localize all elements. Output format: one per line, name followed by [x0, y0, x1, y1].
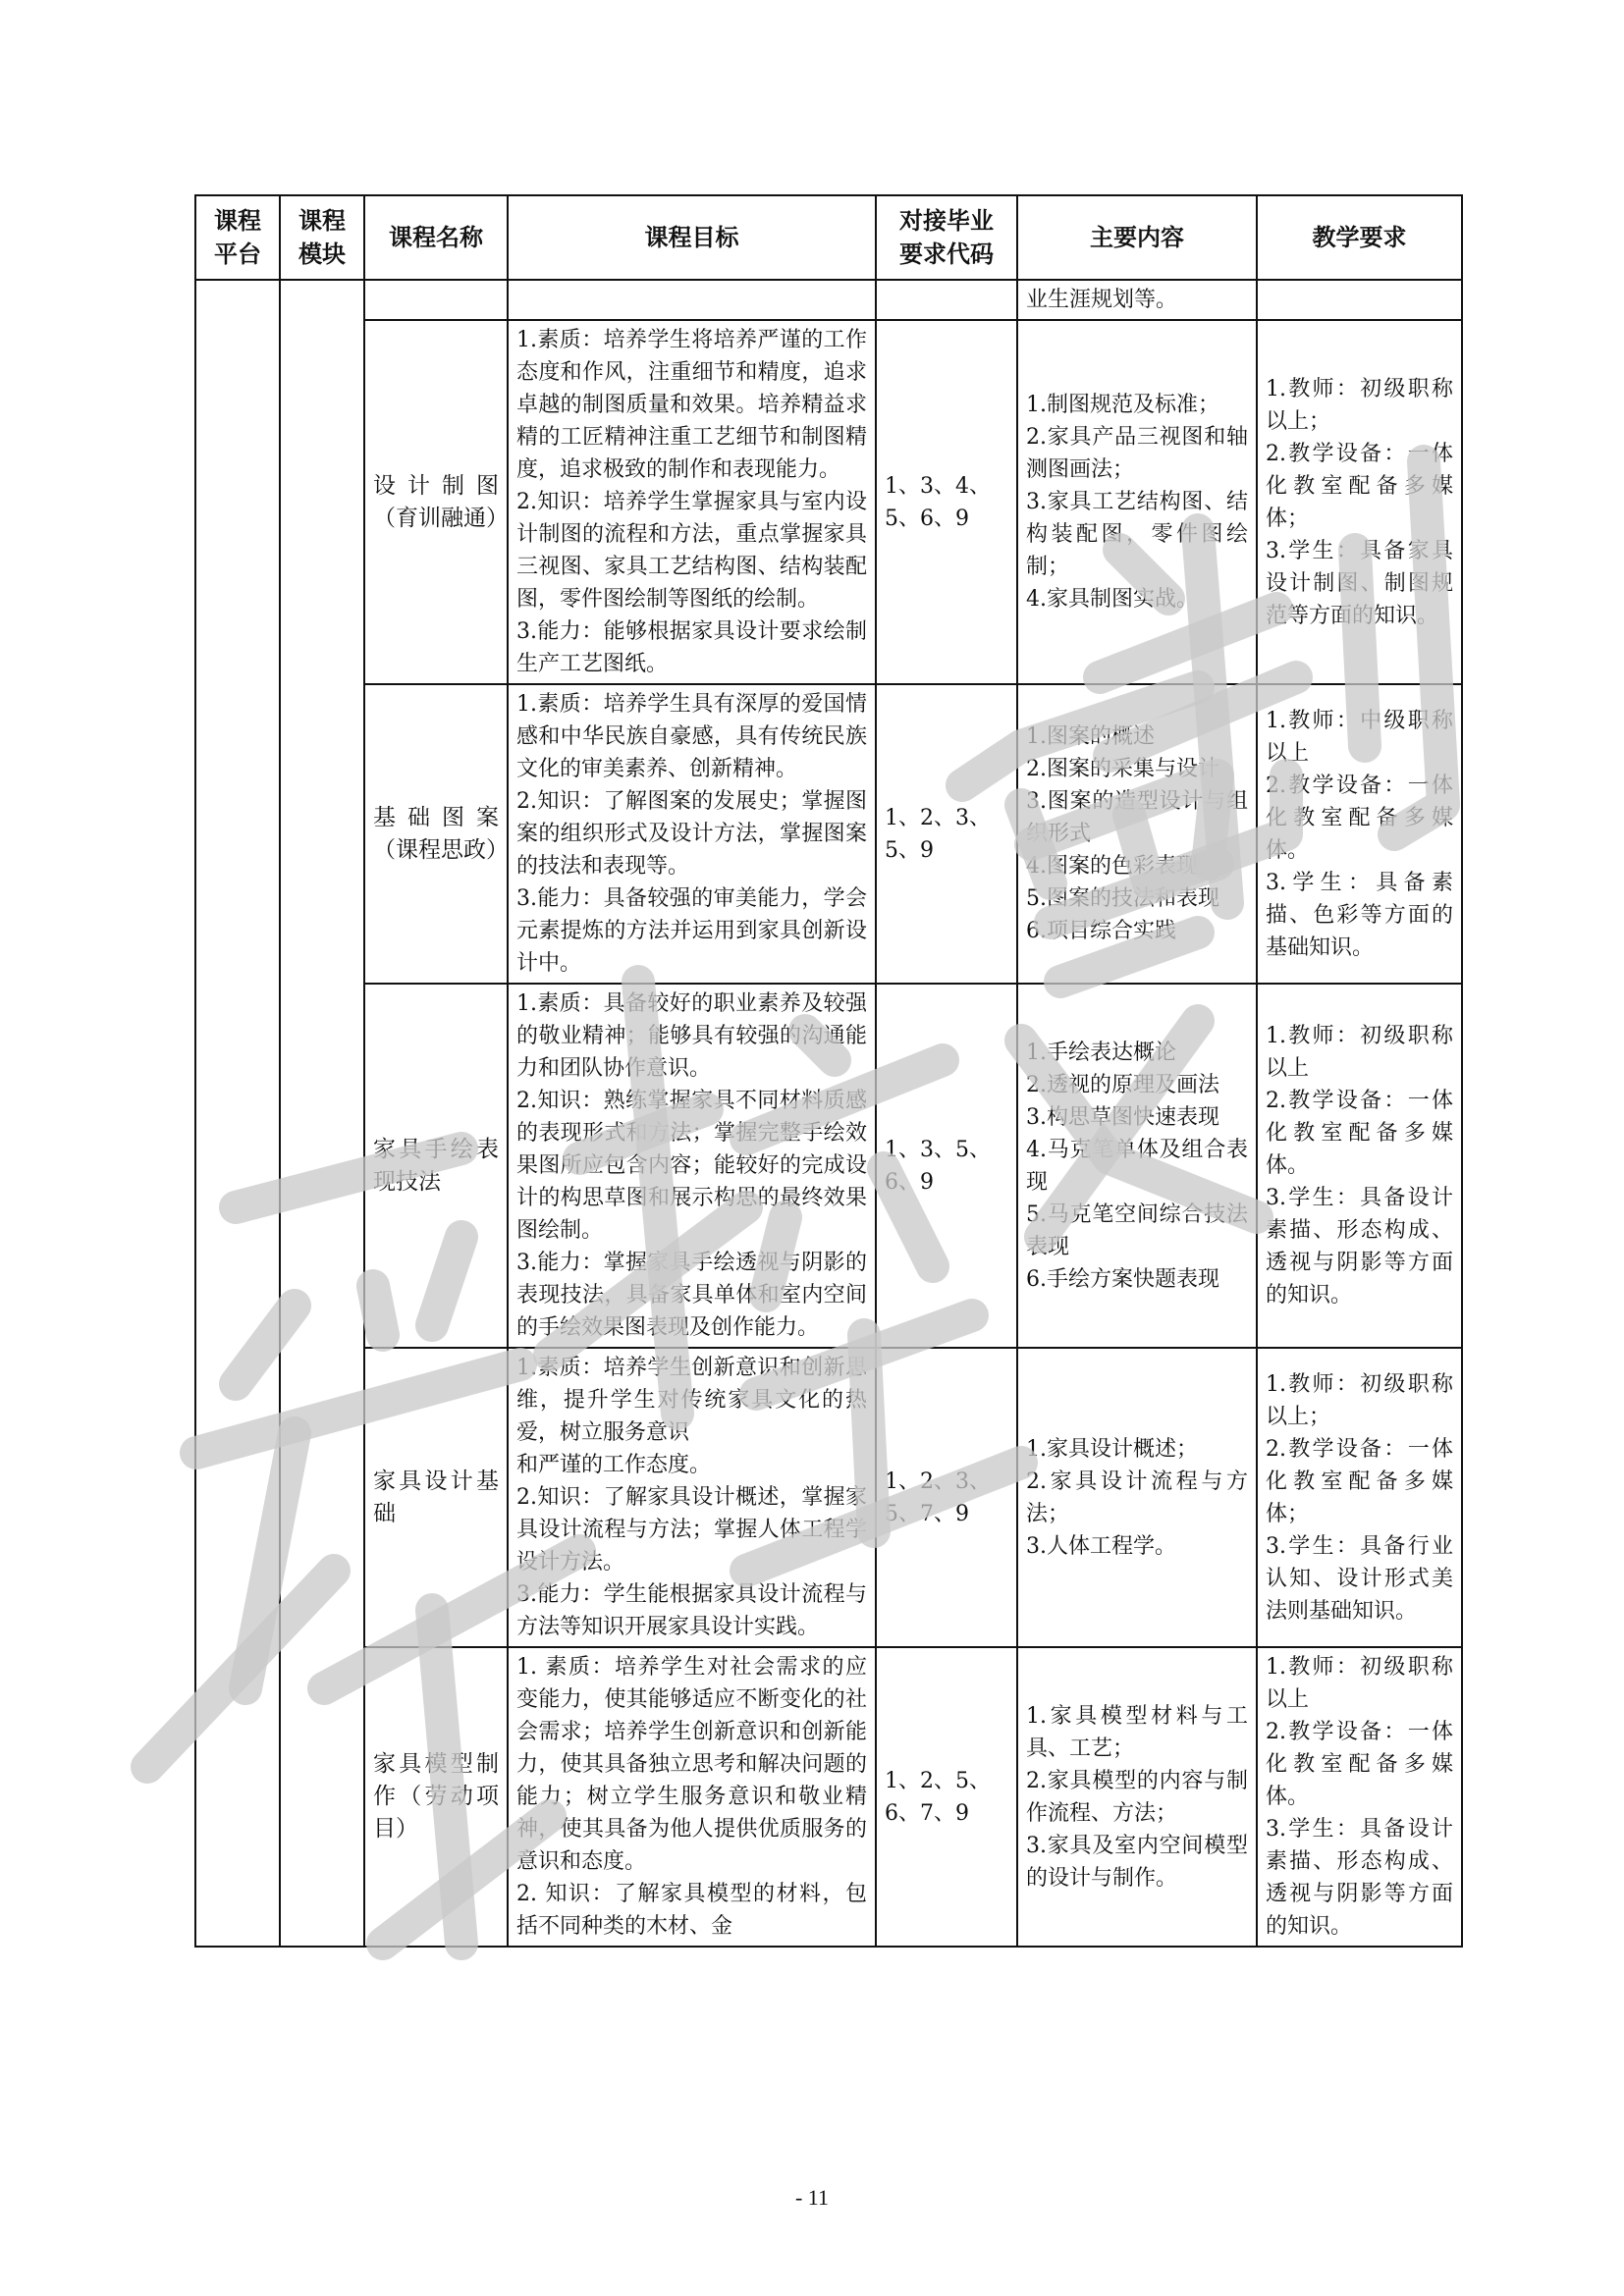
table-header-row — [195, 195, 1462, 280]
goal-line: 1.素质：培养学生将培养严谨的工作态度和作风，注重细节和精度，追求卓越的制图质量和效果。培养精益求精的工匠精神注重工艺细节和制图精度，追求极致的制作和表现能力。 — [516, 328, 867, 482]
goal-cell — [508, 280, 876, 320]
course-requirement — [1257, 1647, 1462, 1947]
content-line: 4.马克笔单体及组合表现 — [1026, 1137, 1248, 1195]
table-row — [195, 984, 1462, 1348]
course-goal — [508, 984, 876, 1348]
goal-line: 1.素质：具备较好的职业素养及较强的敬业精神；能够具有较强的沟通能力和团队协作意识。 — [516, 991, 867, 1081]
goal-line: 2. 知识：了解家具模型的材料，包括不同种类的木材、金 — [516, 1882, 867, 1939]
content-line: 5.马克笔空间综合技法表现 — [1026, 1201, 1248, 1259]
goal-line: 1.素质：培养学生具有深厚的爱国情感和中华民族自豪感，具有传统民族文化的审美素养、创新精神。 — [516, 692, 867, 781]
goal-line: 2.知识：熟练掌握家具不同材料质感的表现形式和方法；掌握完整手绘效果图所应包含内容；能较好的完成设计的构思草图和展示构思的最终效果图绘制。 — [516, 1089, 867, 1243]
course-requirement — [1257, 984, 1462, 1348]
header-content: 主要内容 — [1017, 195, 1257, 280]
content-line: 1.家具模型材料与工具、工艺； — [1026, 1703, 1248, 1761]
header-module: 课程模块 — [280, 195, 364, 280]
course-requirement — [1257, 320, 1462, 684]
content-line: 1.家具设计概述； — [1026, 1436, 1198, 1462]
course-name: 家具模型制作（劳动项目） — [364, 1647, 508, 1947]
course-table — [194, 194, 1463, 1948]
table-row — [195, 1348, 1462, 1647]
req-line: 2.教学设备：一体化教室配备多媒体。 — [1266, 1089, 1453, 1178]
course-content — [1017, 984, 1257, 1348]
content-line: 2.透视的原理及画法 — [1026, 1072, 1219, 1097]
req-cell — [1257, 280, 1462, 320]
table-row-continuation — [195, 280, 1462, 320]
course-code: 1、3、4、5、6、9 — [876, 320, 1017, 684]
req-line: 1.教师：初级职称以上； — [1266, 1371, 1453, 1429]
content-line: 3.家具及室内空间模型的设计与制作。 — [1026, 1833, 1248, 1891]
content-line: 4.家具制图实战。 — [1026, 587, 1198, 612]
content-line: 2.家具产品三视图和轴测图画法； — [1026, 425, 1248, 482]
course-name: 设计制图（育训融通） — [364, 320, 508, 684]
page-number: - 11 — [794, 2185, 829, 2210]
course-goal — [508, 1647, 876, 1947]
course-goal — [508, 684, 876, 984]
req-line: 3.学生：具备家具设计制图、制图规范等方面的知识。 — [1266, 538, 1453, 628]
content-line: 2.家具设计流程与方法； — [1026, 1468, 1248, 1526]
course-goal — [508, 1348, 876, 1647]
req-line: 3.学生：具备设计素描、形态构成、透视与阴影等方面的知识。 — [1266, 1817, 1453, 1939]
content-line: 2.家具模型的内容与制作流程、方法； — [1026, 1768, 1248, 1826]
course-name: 家具手绘表现技法 — [364, 984, 508, 1348]
req-line: 1.教师：初级职称以上 — [1266, 1655, 1453, 1712]
content-cell: 业生涯规划等。 — [1017, 280, 1257, 320]
course-name: 基础图案（课程思政） — [364, 684, 508, 984]
table-row — [195, 1647, 1462, 1947]
course-content — [1017, 1348, 1257, 1647]
module-cell — [280, 280, 364, 1947]
goal-line: 3.能力：具备较强的审美能力，学会元素提炼的方法并运用到家具创新设计中。 — [516, 886, 867, 976]
course-requirement — [1257, 684, 1462, 984]
course-code: 1、2、5、6、7、9 — [876, 1647, 1017, 1947]
goal-line: 2.知识：了解家具设计概述，掌握家具设计流程与方法；掌握人体工程学设计方法。 — [516, 1485, 867, 1575]
req-line: 3.学生：具备设计素描、形态构成、透视与阴影等方面的知识。 — [1266, 1186, 1453, 1308]
content-line: 3.构思草图快速表现 — [1026, 1104, 1219, 1130]
req-line: 1.教师：中级职称以上 — [1266, 708, 1453, 766]
header-code: 对接毕业要求代码 — [876, 195, 1017, 280]
content-line: 1.制图规范及标准； — [1026, 393, 1219, 417]
course-requirement — [1257, 1348, 1462, 1647]
content-line: 1.图案的概述 — [1026, 724, 1155, 749]
goal-line: 2.知识：了解图案的发展史；掌握图案的组织形式及设计方法，掌握图案的技法和表现等。 — [516, 789, 867, 879]
req-line: 3.学生：具备行业认知、设计形式美法则基础知识。 — [1266, 1533, 1453, 1624]
content-line: 4.图案的色彩表现 — [1026, 854, 1198, 879]
platform-cell — [195, 280, 280, 1947]
content-line: 3.家具工艺结构图、结构装配图，零件图绘制； — [1026, 490, 1248, 579]
req-line: 1.教师：初级职称以上 — [1266, 1024, 1453, 1081]
goal-line: 3.能力：学生能根据家具设计流程与方法等知识开展家具设计实践。 — [516, 1582, 867, 1639]
goal-line: 3.能力：掌握家具手绘透视与阴影的表现技法，具备家具单体和室内空间的手绘效果图表现及创作能力。 — [516, 1251, 867, 1340]
goal-line: 2.知识：培养学生掌握家具与室内设计制图的流程和方法，重点掌握家具三视图、家具工艺结构图、结构装配图，零件图绘制等图纸的绘制。 — [516, 490, 867, 612]
req-line: 2.教学设备：一体化教室配备多媒体。 — [1266, 773, 1453, 863]
req-line: 3.学生：具备素描、色彩等方面的基础知识。 — [1266, 870, 1453, 960]
goal-line: 1.素质：培养学生创新意识和创新思维，提升学生对传统家具文化的热爱，树立服务意识 — [516, 1356, 867, 1445]
content-line: 3.图案的造型设计与组织形式 — [1026, 789, 1248, 846]
course-content — [1017, 320, 1257, 684]
course-name: 家具设计基础 — [364, 1348, 508, 1647]
req-line: 2.教学设备：一体化教室配备多媒体。 — [1266, 1720, 1453, 1809]
course-content — [1017, 1647, 1257, 1947]
goal-line: 和严谨的工作态度。 — [516, 1453, 712, 1477]
content-line: 3.人体工程学。 — [1026, 1533, 1176, 1559]
header-platform: 课程平台 — [195, 195, 280, 280]
header-name: 课程名称 — [364, 195, 508, 280]
content-line: 6.手绘方案快题表现 — [1026, 1266, 1219, 1292]
course-goal — [508, 320, 876, 684]
content-line: 1.手绘表达概论 — [1026, 1040, 1176, 1065]
name-cell — [364, 280, 508, 320]
header-goal: 课程目标 — [508, 195, 876, 280]
header-req: 教学要求 — [1257, 195, 1462, 280]
content-line: 5.图案的技法和表现 — [1026, 886, 1219, 911]
table-row — [195, 320, 1462, 684]
course-content — [1017, 684, 1257, 984]
goal-line: 1. 素质：培养学生对社会需求的应变能力，使其能够适应不断变化的社会需求；培养学生创新意识和创新能力，使其具备独立思考和解决问题的能力；树立学生服务意识和敬业精神，使其具备为他人提供优质服务的意识和态度。 — [516, 1655, 867, 1874]
course-code: 1、2、3、5、7、9 — [876, 1348, 1017, 1647]
content-line: 6.项目综合实践 — [1026, 919, 1176, 943]
req-line: 2.教学设备：一体化教室配备多媒体； — [1266, 1436, 1453, 1526]
req-line: 2.教学设备：一体化教室配备多媒体； — [1266, 441, 1453, 531]
course-code: 1、3、5、6、9 — [876, 984, 1017, 1348]
table-row — [195, 684, 1462, 984]
req-line: 1.教师：初级职称以上； — [1266, 376, 1453, 434]
course-code: 1、2、3、5、9 — [876, 684, 1017, 984]
code-cell — [876, 280, 1017, 320]
content-line: 2.图案的采集与设计 — [1026, 757, 1219, 781]
goal-line: 3.能力：能够根据家具设计要求绘制生产工艺图纸。 — [516, 619, 867, 676]
